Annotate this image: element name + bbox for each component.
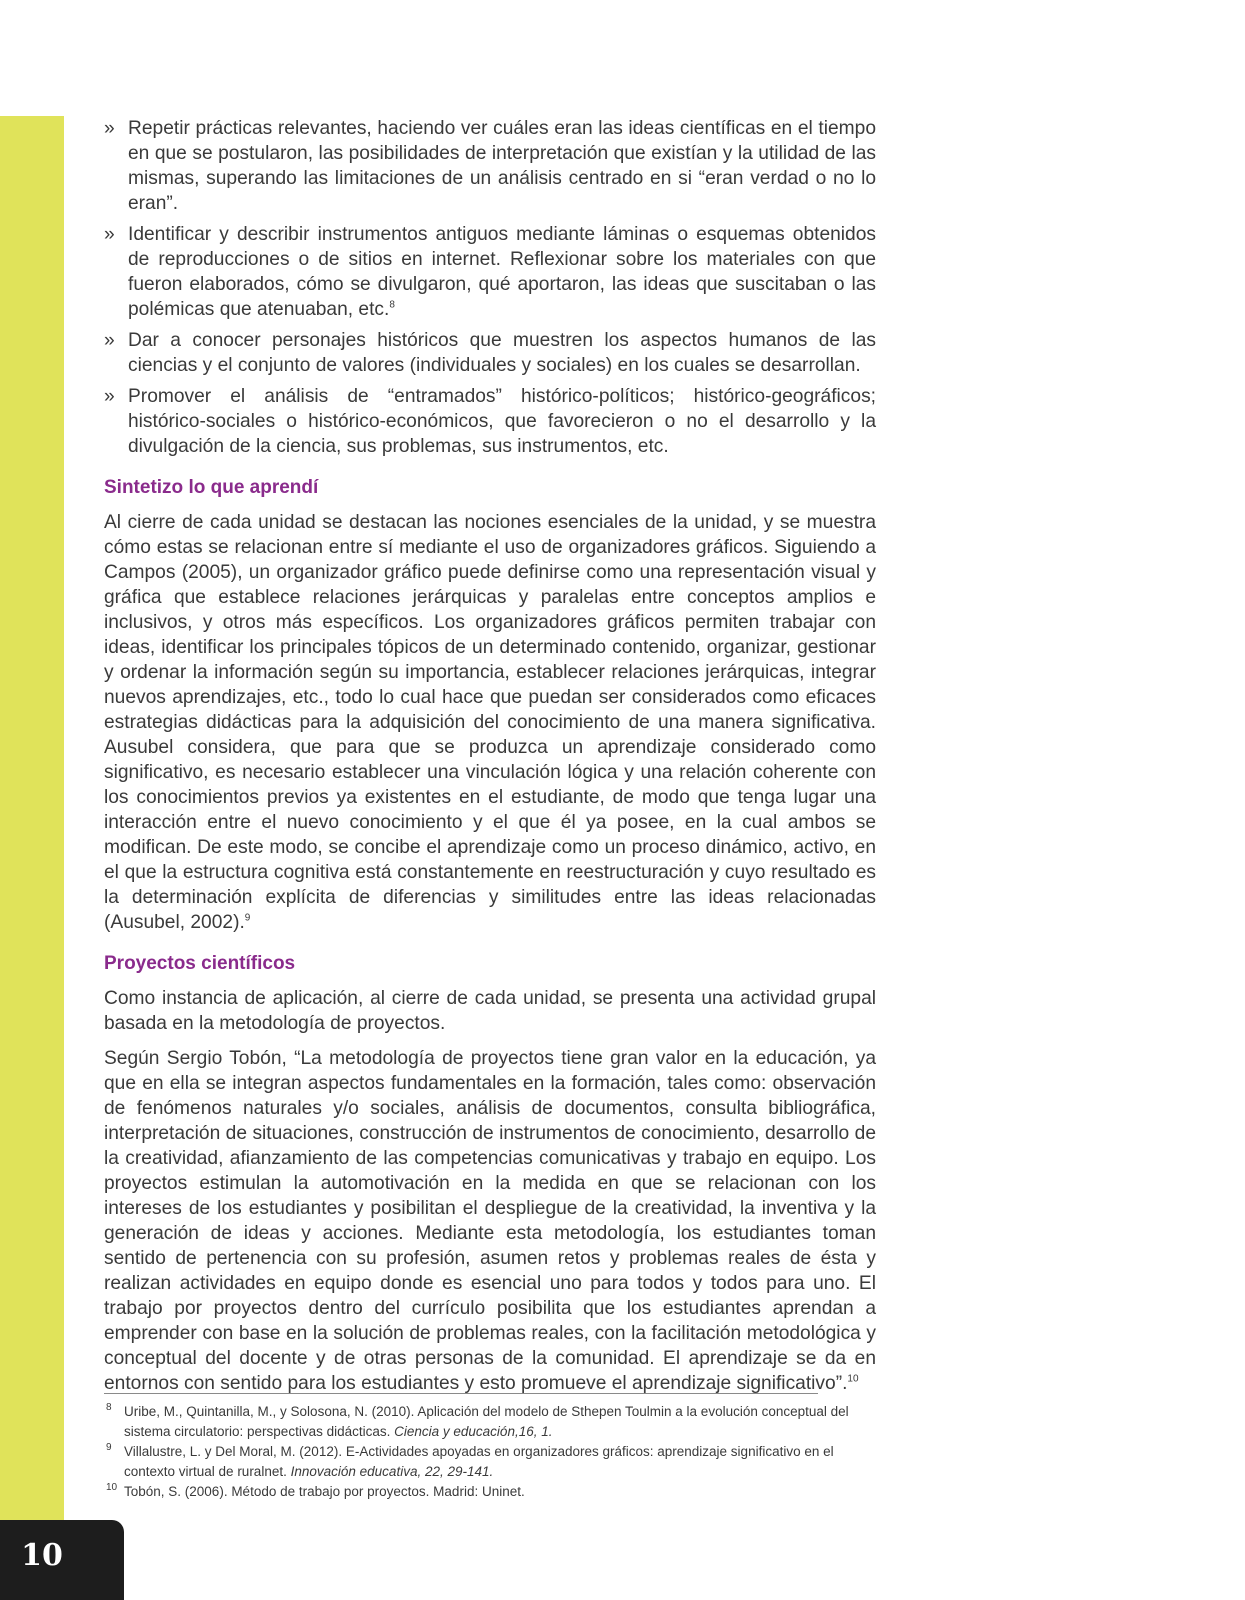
paragraph-sintetizo: [104, 510, 876, 935]
footnote-item: [104, 1482, 876, 1502]
footnote-source: Innovación educativa, 22, 29-141.: [290, 1464, 494, 1479]
list-item: [104, 328, 876, 378]
footnote-item: [104, 1442, 876, 1482]
section-heading-proyectos: Proyectos científicos: [104, 953, 296, 974]
list-item-text: Promover el análisis de “entramados” histórico-políticos; histórico-geográficos; histórico-sociales o histórico-económicos, que favorecieron o no el desarrollo y la divulgación de la ciencia, sus problemas, sus instrumentos, etc.: [128, 386, 876, 457]
page-number-tab: [0, 1520, 124, 1600]
bullet-marker: »: [104, 386, 115, 407]
bullet-marker: »: [104, 118, 115, 139]
footnote-text: Tobón, S. (2006). Método de trabajo por proyectos. Madrid: Uninet.: [124, 1484, 525, 1499]
footnotes: [104, 1402, 876, 1502]
list-item-text: Dar a conocer personajes históricos que muestren los aspectos humanos de las ciencias y el conjunto de valores (individuales y sociales) en los cuales se desarrollan.: [128, 330, 876, 376]
footnote-divider: [104, 1393, 818, 1394]
list-item: [104, 116, 876, 216]
paragraph-proyectos-tobon: [104, 1046, 876, 1396]
footnote-reference: 8: [389, 299, 395, 311]
footnote-reference: 10: [847, 1373, 859, 1385]
list-item: [104, 222, 876, 322]
bullet-marker: »: [104, 224, 115, 245]
footnote-source: Ciencia y educación,16, 1.: [394, 1424, 553, 1439]
footnote-text: Villalustre, L. y Del Moral, M. (2012). E-Actividades apoyadas en organizadores gráficos: aprendizaje significativo en el contexto virtual de ruralnet.: [124, 1444, 834, 1479]
section-heading-sintetizo: Sintetizo lo que aprendí: [104, 477, 319, 498]
paragraph-text: Según Sergio Tobón, “La metodología de proyectos tiene gran valor en la educación, ya que en ella se integran aspectos fundamentales en la formación, tales como: observación de fenómenos naturales y/o sociales, análisis de documentos, consulta bibliográfica, interpretación de situaciones, construcción de instrumentos de conocimiento, desarrollo de la creatividad, afianzamiento de las competencias comunicativas y trabajo en equipo. Los proyectos estimulan la automotivación en la medida en que se relacionan con los intereses de los estudiantes y posibilitan el despliegue de la creatividad, la inventiva y la generación de ideas y acciones. Mediante esta metodología, los estudiantes toman sentido de pertenencia con su profesión, asumen retos y problemas reales de ésta y realizan actividades en equipo donde es esencial uno para todos y todos para uno. El trabajo por proyectos dentro del currículo posibilita que los estudiantes aprendan a emprender con base en la solución de problemas reales, con la facilitación metodológica y conceptual del docente y de otras personas de la comunidad. El aprendizaje se da en entornos con sentido para los estudiantes y esto promueve el aprendizaje significativo”.: [104, 1048, 876, 1394]
list-item-text: Repetir prácticas relevantes, haciendo ver cuáles eran las ideas científicas en el tiempo en que se postularon, las posibilidades de interpretación que existían y la utilidad de las mismas, superando las limitaciones de un análisis centrado en si “eran verdad o no lo eran”.: [128, 118, 876, 214]
footnote-reference: 9: [244, 912, 251, 924]
footnote-item: [104, 1402, 876, 1442]
footnote-number: 10: [106, 1482, 118, 1493]
page-number: 10: [21, 1538, 63, 1573]
list-item: [104, 384, 876, 459]
main-content: [104, 116, 876, 1406]
list-item-text: Identificar y describir instrumentos antiguos mediante láminas o esquemas obtenidos de reproducciones o de sitios en internet. Reflexionar sobre los materiales con que fueron elaborados, cómo se divulgaron, qué aportaron, las ideas que suscitaban o las polémicas que atenuaban, etc.: [128, 224, 876, 320]
paragraph-text: Al cierre de cada unidad se destacan las nociones esenciales de la unidad, y se muestra cómo estas se relacionan entre sí mediante el uso de organizadores gráficos. Siguiendo a Campos (2005), un organizador gráfico puede definirse como una representación visual y gráfica que establece relaciones jerárquicas y paralelas entre conceptos amplios e inclusivos, y otros más específicos. Los organizadores gráficos permiten trabajar con ideas, identificar los principales tópicos de un determinado contenido, organizar, gestionar y ordenar la información según su importancia, establecer relaciones jerárquicas, integrar nuevos aprendizajes, etc., todo lo cual hace que puedan ser considerados como eficaces estrategias didácticas para la adquisición del conocimiento de una manera significativa. Ausubel considera, que para que se produzca un aprendizaje considerado como significativo, es necesario establecer una vinculación lógica y una relación coherente con los conocimientos previos ya existentes en el estudiante, de modo que tenga lugar una interacción entre el nuevo conocimiento y el que él ya posee, en la cual ambos se modifican. De este modo, se concibe el aprendizaje como un proceso dinámico, activo, en el que la estructura cognitiva está constantemente en reestructuración y cuyo resultado es la determinación explícita de diferencias y similitudes entre las ideas relacionadas (Ausubel, 2002).: [104, 512, 876, 933]
bullet-list: [104, 116, 876, 459]
bullet-marker: »: [104, 330, 115, 351]
footnote-text: Uribe, M., Quintanilla, M., y Solosona, N. (2010). Aplicación del modelo de Sthepen Toulmin a la evolución conceptual del sistema circulatorio: perspectivas didácticas.: [124, 1404, 849, 1439]
paragraph-proyectos-intro: Como instancia de aplicación, al cierre de cada unidad, se presenta una actividad grupal basada en la metodología de proyectos.: [104, 988, 876, 1034]
footnote-number: 9: [106, 1442, 112, 1453]
footnote-number: 8: [106, 1402, 112, 1413]
side-accent-bar: [0, 116, 64, 1520]
